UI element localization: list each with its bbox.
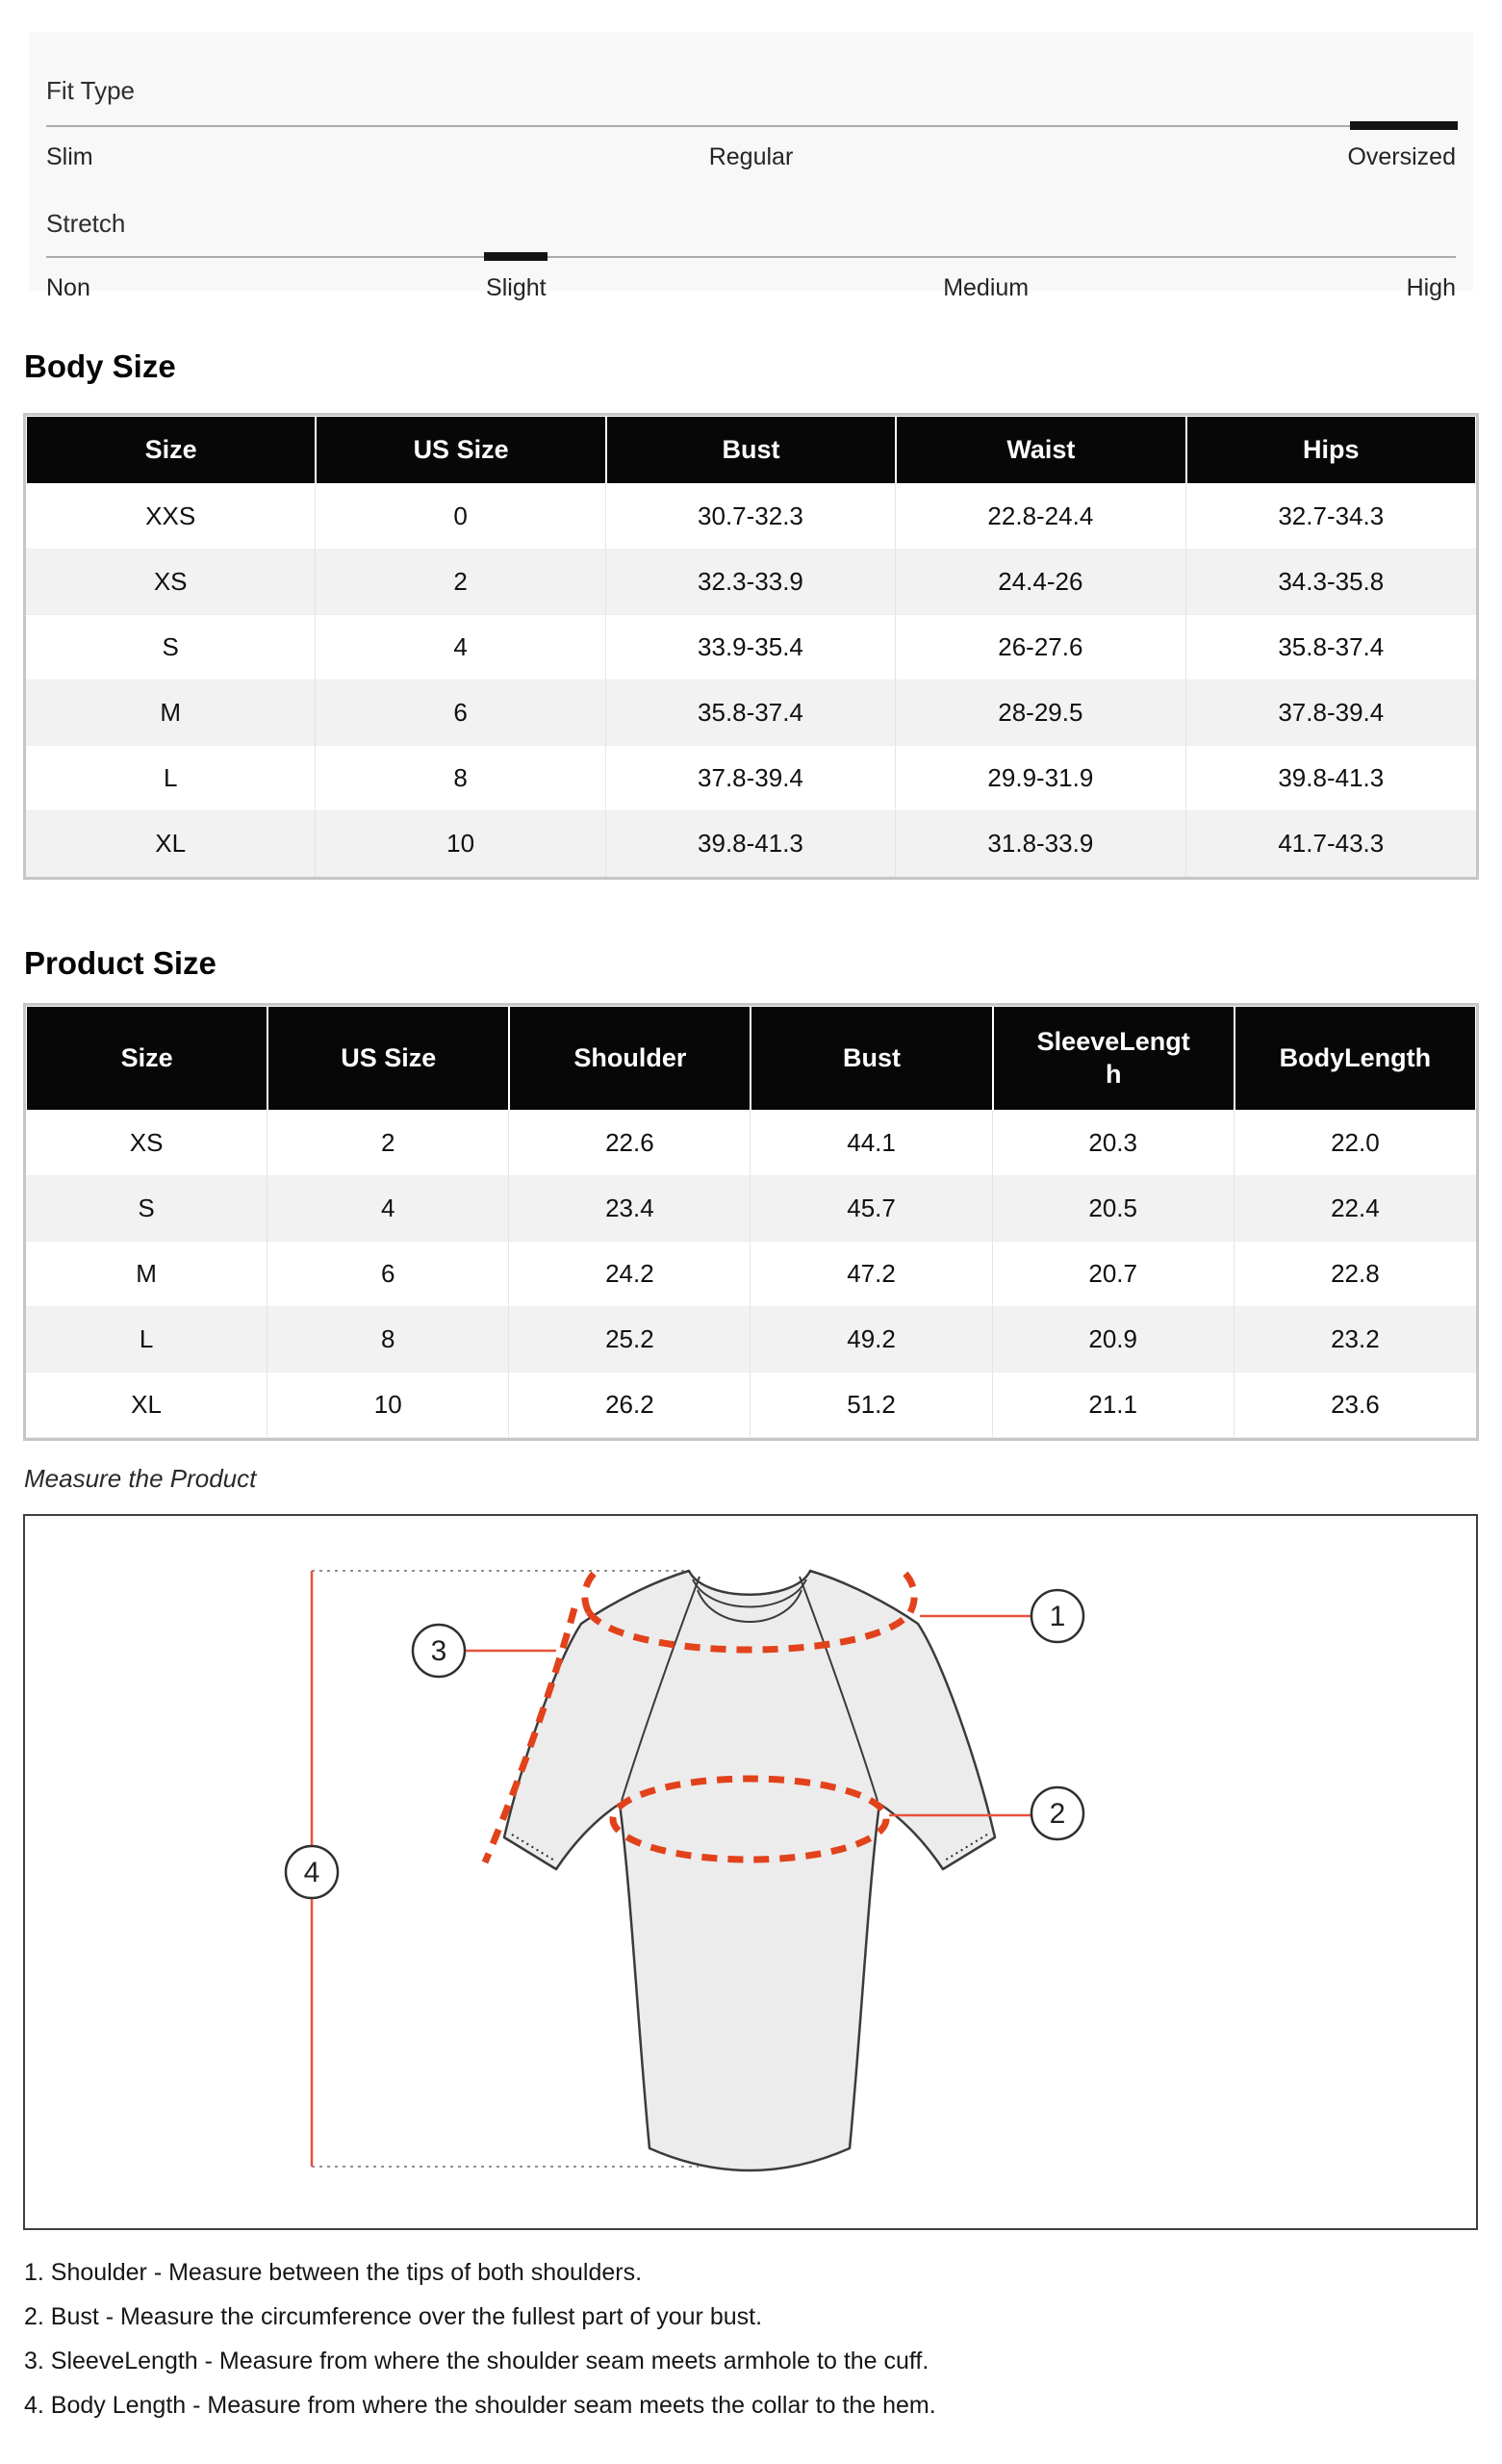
stretch-label: Stretch <box>46 209 126 238</box>
table-row <box>26 1242 1476 1307</box>
column-header-text: SleeveLength <box>1036 1026 1190 1089</box>
cell: 22.8 <box>1235 1242 1476 1307</box>
cell: 23.2 <box>1235 1307 1476 1373</box>
column-header: Hips <box>1186 416 1476 484</box>
cell: 33.9-35.4 <box>606 615 896 680</box>
cell: M <box>26 680 316 746</box>
cell: L <box>26 746 316 811</box>
cell: 32.7-34.3 <box>1186 484 1476 550</box>
table-row <box>26 746 1476 811</box>
cell: 49.2 <box>751 1307 992 1373</box>
callout-number-3: 3 <box>430 1635 447 1667</box>
stretch-slider-marker <box>484 252 547 261</box>
cell: 35.8-37.4 <box>1186 615 1476 680</box>
stretch-option-slight: Slight <box>486 274 547 301</box>
cell: 22.4 <box>1235 1176 1476 1242</box>
cell: 4 <box>267 1176 509 1242</box>
product-size-title: Product Size <box>24 945 216 981</box>
cell: L <box>26 1307 267 1373</box>
cell: 2 <box>316 550 605 615</box>
fit-type-slider-marker <box>1350 121 1458 130</box>
cell: 6 <box>267 1242 509 1307</box>
cell: 22.6 <box>509 1111 751 1176</box>
column-header: Size <box>26 416 316 484</box>
cell: 41.7-43.3 <box>1186 811 1476 877</box>
cell: 30.7-32.3 <box>606 484 896 550</box>
cell: 10 <box>267 1373 509 1438</box>
cell: 44.1 <box>751 1111 992 1176</box>
table-row <box>26 1111 1476 1176</box>
column-header <box>993 1006 1235 1111</box>
cell: 45.7 <box>751 1176 992 1242</box>
table-row <box>26 1307 1476 1373</box>
cell: 24.4-26 <box>896 550 1185 615</box>
fit-type-label: Fit Type <box>46 76 136 105</box>
instruction-shoulder: 1. Shoulder - Measure between the tips of both shoulders. <box>24 2259 643 2286</box>
cell: 29.9-31.9 <box>896 746 1185 811</box>
cell: 2 <box>267 1111 509 1176</box>
cell: 21.1 <box>993 1373 1235 1438</box>
table-row <box>26 615 1476 680</box>
cell: 25.2 <box>509 1307 751 1373</box>
cell: M <box>26 1242 267 1307</box>
stretch-option-non: Non <box>46 274 90 301</box>
cell: 28-29.5 <box>896 680 1185 746</box>
column-header: Bust <box>606 416 896 484</box>
table-row <box>26 550 1476 615</box>
cell: 23.6 <box>1235 1373 1476 1438</box>
column-header: Shoulder <box>509 1006 751 1111</box>
table-row <box>26 1176 1476 1242</box>
cell: 22.8-24.4 <box>896 484 1185 550</box>
fit-type-slider-track <box>46 125 1456 127</box>
cell: 20.3 <box>993 1111 1235 1176</box>
cell: 20.7 <box>993 1242 1235 1307</box>
cell: S <box>26 615 316 680</box>
product-size-table <box>23 1003 1479 1441</box>
cell: 10 <box>316 811 605 877</box>
body-size-title: Body Size <box>24 348 176 384</box>
cell: XS <box>26 1111 267 1176</box>
cell: 51.2 <box>751 1373 992 1438</box>
column-header: Bust <box>751 1006 992 1111</box>
cell: 32.3-33.9 <box>606 550 896 615</box>
cell: 37.8-39.4 <box>1186 680 1476 746</box>
fit-type-option-oversized: Oversized <box>1347 143 1456 170</box>
instruction-bust: 2. Bust - Measure the circumference over the fullest part of your bust. <box>24 2303 763 2330</box>
cell: 31.8-33.9 <box>896 811 1185 877</box>
cell: XS <box>26 550 316 615</box>
cell: XL <box>26 1373 267 1438</box>
table-row <box>26 811 1476 877</box>
body-size-table <box>23 413 1479 880</box>
callout-number-4: 4 <box>303 1857 320 1888</box>
table-header-row <box>26 1006 1476 1111</box>
fit-type-option-slim: Slim <box>46 143 93 170</box>
column-header: Size <box>26 1006 267 1111</box>
fit-panel <box>29 32 1473 301</box>
tshirt-measure-illustration <box>25 1516 1476 2228</box>
instruction-bodylength: 4. Body Length - Measure from where the shoulder seam meets the collar to the hem. <box>24 2392 936 2419</box>
cell: 34.3-35.8 <box>1186 550 1476 615</box>
cell: 39.8-41.3 <box>606 811 896 877</box>
cell: 47.2 <box>751 1242 992 1307</box>
cell: 20.9 <box>993 1307 1235 1373</box>
column-header: US Size <box>316 416 605 484</box>
cell: 0 <box>316 484 605 550</box>
tshirt-body <box>504 1571 995 2170</box>
fit-type-option-regular: Regular <box>708 143 794 170</box>
cell: 39.8-41.3 <box>1186 746 1476 811</box>
cell: XXS <box>26 484 316 550</box>
cell: 24.2 <box>509 1242 751 1307</box>
cell: 8 <box>316 746 605 811</box>
stretch-option-medium: Medium <box>943 274 1030 301</box>
instruction-sleevelength: 3. SleeveLength - Measure from where the shoulder seam meets armhole to the cuff. <box>24 2348 929 2374</box>
stretch-options <box>46 274 1456 305</box>
cell: 35.8-37.4 <box>606 680 896 746</box>
stretch-slider-track <box>46 256 1456 258</box>
shoulder-measure-dash-end <box>898 1567 914 1612</box>
cell: 37.8-39.4 <box>606 746 896 811</box>
cell: 26.2 <box>509 1373 751 1438</box>
measure-instructions <box>24 2250 936 2427</box>
table-header-row <box>26 416 1476 484</box>
fit-type-options <box>46 143 1456 174</box>
callout-number-2: 2 <box>1049 1798 1066 1830</box>
cell: 8 <box>267 1307 509 1373</box>
shoulder-measure-dash-end <box>585 1567 601 1612</box>
cell: 4 <box>316 615 605 680</box>
column-header: US Size <box>267 1006 509 1111</box>
callout-number-1: 1 <box>1049 1601 1066 1632</box>
table-row <box>26 680 1476 746</box>
cell: 22.0 <box>1235 1111 1476 1176</box>
cell: 6 <box>316 680 605 746</box>
table-row <box>26 484 1476 550</box>
cell: 20.5 <box>993 1176 1235 1242</box>
stretch-option-high: High <box>1406 274 1456 301</box>
cell: S <box>26 1176 267 1242</box>
cell: XL <box>26 811 316 877</box>
measure-diagram <box>23 1514 1478 2230</box>
cell: 26-27.6 <box>896 615 1185 680</box>
cell: 23.4 <box>509 1176 751 1242</box>
measure-caption: Measure the Product <box>24 1464 257 1493</box>
column-header: BodyLength <box>1235 1006 1476 1111</box>
table-row <box>26 1373 1476 1438</box>
column-header: Waist <box>896 416 1185 484</box>
